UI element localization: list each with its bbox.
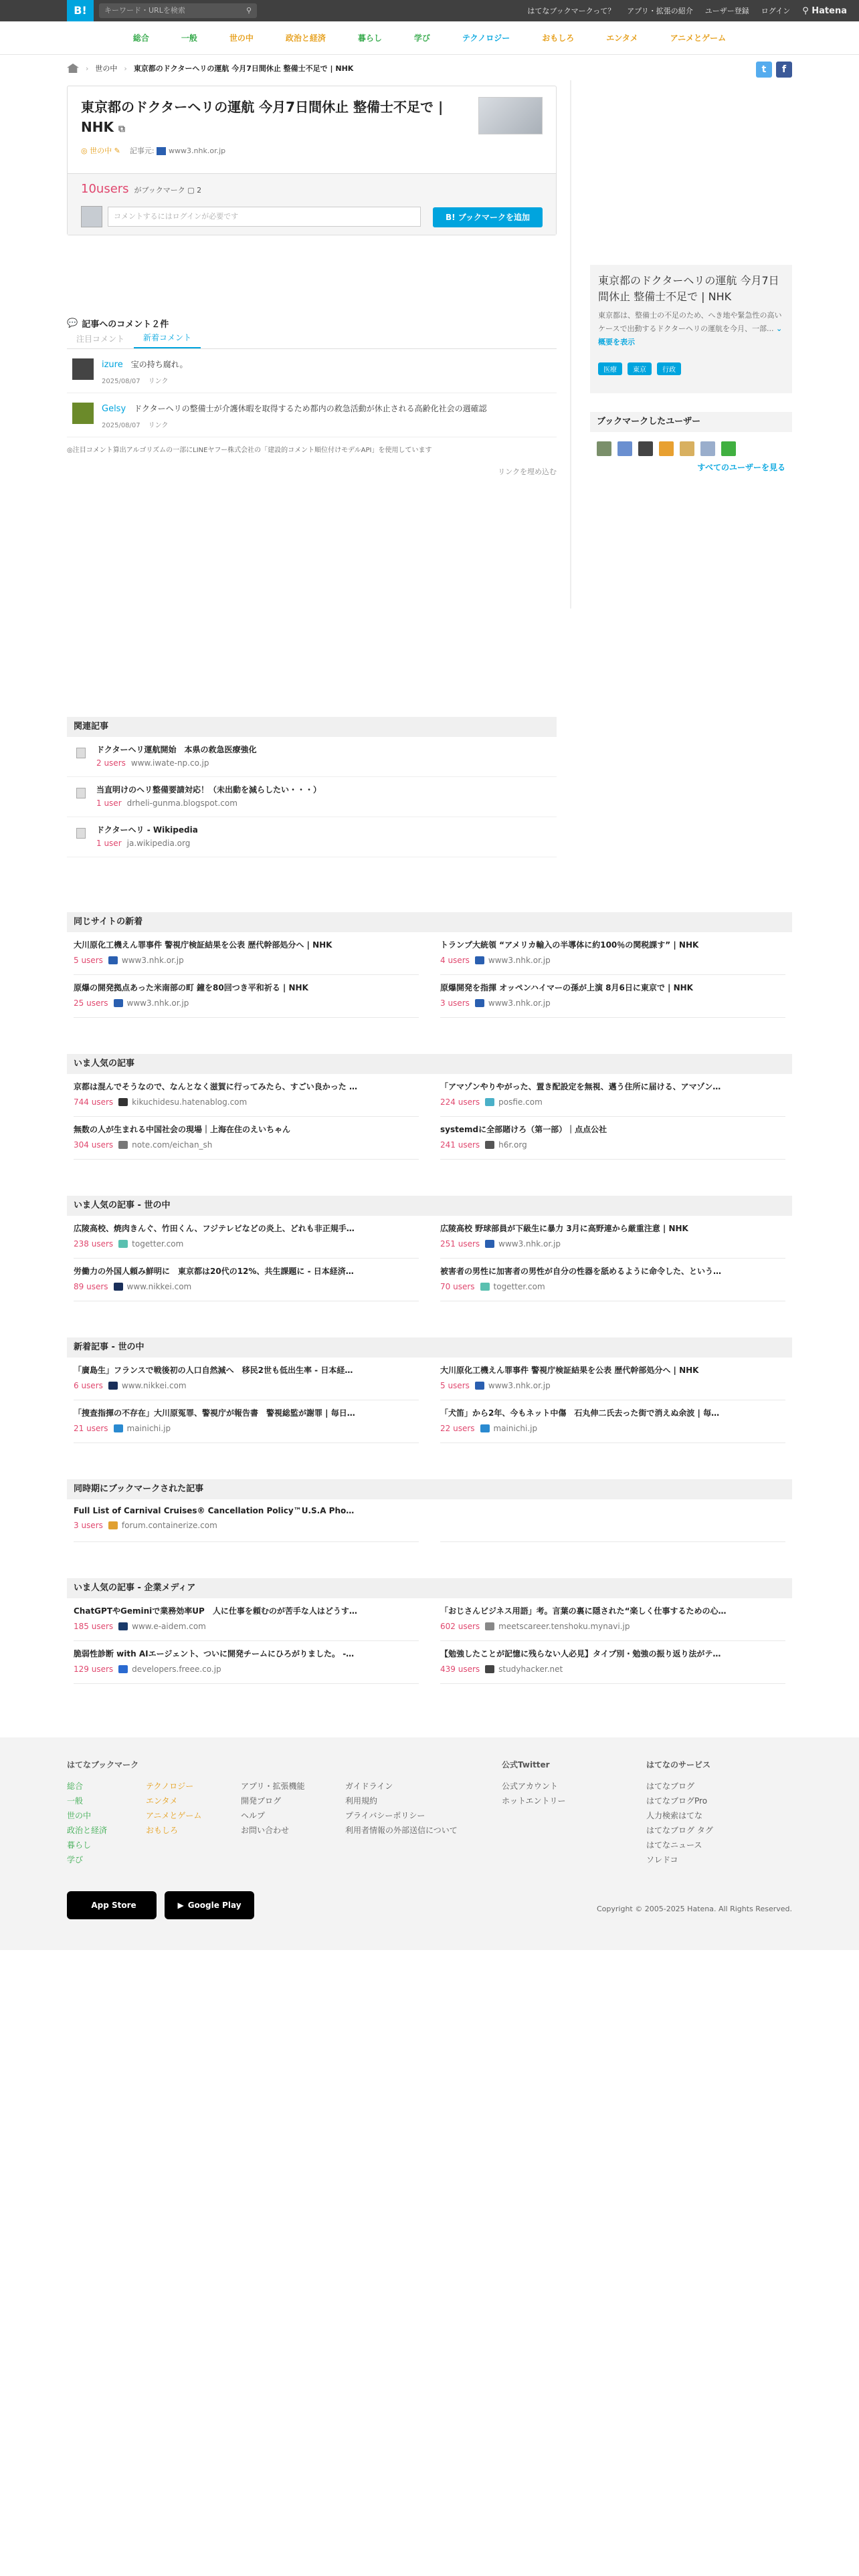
add-bookmark-button[interactable]: B! ブックマークを追加: [433, 207, 543, 227]
search-input[interactable]: [99, 3, 257, 18]
site-favicon-icon: [118, 1665, 128, 1673]
about-link[interactable]: はてなブックマークって？: [527, 7, 615, 15]
avatar[interactable]: [72, 358, 94, 380]
article-lists: [67, 912, 792, 1720]
summary-title: 東京都のドクターヘリの運航 今月7日間休止 整備士不足で | NHK: [598, 274, 779, 303]
section-title: いま人気の記事 - 企業メディア: [67, 1578, 792, 1598]
comment-input[interactable]: コメントするにはログインが必要です: [108, 207, 421, 227]
nav-tab[interactable]: おもしろ: [542, 33, 575, 43]
article-meta: [74, 1381, 419, 1390]
article-item[interactable]: [74, 1598, 419, 1641]
article-title[interactable]: 大川原化工機えん罪事件 警視庁検証結果を公表 歴代幹部処分へ | NHK: [74, 940, 332, 950]
domain[interactable]: kikuchidesu.hatenablog.com: [132, 1097, 248, 1107]
comment-date-text[interactable]: 2025/08/07: [102, 422, 140, 429]
users-count[interactable]: 2 users: [96, 758, 126, 768]
users-count[interactable]: 304 users: [74, 1140, 114, 1150]
comment-item: [67, 393, 557, 437]
footer-link[interactable]: テクノロジー: [146, 1782, 194, 1791]
entry-title[interactable]: 東京都のドクターヘリの運航 今月7日間休止 整備士不足で | NHK ⧉: [81, 99, 444, 135]
article-title[interactable]: 原爆開発を指揮 オッペンハイマーの孫が上演 8月6日に東京で | NHK: [440, 983, 693, 992]
search-icon[interactable]: ⚲: [246, 6, 252, 15]
article-title[interactable]: 原爆の開発拠点あった米南部の町 鐘を80回つき平和祈る | NHK: [74, 983, 308, 992]
global-nav: [0, 21, 859, 55]
top-links: [527, 0, 847, 21]
user-avatar[interactable]: [680, 441, 694, 456]
site-favicon-icon: [485, 1098, 494, 1106]
article-title[interactable]: 「おじさんビジネス用語」考。言葉の裏に隠された“楽しく仕事するための心…: [440, 1606, 727, 1616]
site-favicon-icon: [108, 1521, 118, 1529]
footer-link[interactable]: プライバシーポリシー: [345, 1811, 425, 1820]
comment-permalink[interactable]: リンク: [148, 422, 169, 429]
column-divider: [570, 80, 571, 609]
article-grid: [67, 1499, 792, 1542]
users-count[interactable]: 744 users: [74, 1097, 114, 1107]
article-item[interactable]: [440, 1259, 785, 1301]
site-favicon-icon: [118, 1622, 128, 1630]
users-count[interactable]: 129 users: [74, 1665, 114, 1674]
tab-popular-comments[interactable]: 注目コメント: [76, 334, 125, 344]
article-item[interactable]: [74, 1358, 419, 1400]
comments-title: 💬 記事へのコメント２件: [67, 318, 169, 330]
site-favicon-icon: [114, 999, 123, 1007]
related-item[interactable]: [67, 817, 557, 857]
domain[interactable]: www3.nhk.or.jp: [121, 956, 184, 965]
article-meta: [74, 1521, 419, 1530]
comment-user[interactable]: Gelsy: [102, 404, 126, 414]
users-count[interactable]: 3 users: [440, 998, 470, 1008]
site-favicon-icon: [118, 1141, 128, 1149]
article-meta: [440, 1665, 785, 1674]
domain[interactable]: drheli-gunma.blogspot.com: [126, 798, 237, 808]
article-grid: [67, 932, 792, 1018]
users-count[interactable]: 224 users: [440, 1097, 480, 1107]
article-title[interactable]: 脆弱性診断 with AIエージェント、ついに開発チームにひろがりました。 -…: [74, 1649, 355, 1658]
article-meta: [74, 1665, 419, 1674]
google-play-button[interactable]: ▶ Google Play: [165, 1891, 254, 1919]
tab-new-comments[interactable]: 新着コメント: [134, 328, 201, 348]
comment-permalink[interactable]: リンク: [148, 378, 169, 385]
footer-link[interactable]: はてなニュース: [646, 1840, 702, 1850]
related-item[interactable]: [67, 737, 557, 777]
article-meta: [74, 1140, 419, 1150]
comment-item: [67, 349, 557, 393]
related-title[interactable]: ドクターヘリ - Wikipedia: [96, 825, 198, 835]
article-meta: [440, 1424, 785, 1433]
nav-tab[interactable]: エンタメ: [606, 33, 638, 43]
article-item[interactable]: [440, 1074, 785, 1117]
site-favicon-icon: [485, 1622, 494, 1630]
comment-user[interactable]: izure: [102, 360, 123, 370]
article-meta: [440, 1381, 785, 1390]
site-favicon-icon: [114, 1283, 123, 1291]
users-count[interactable]: 21 users: [74, 1424, 108, 1433]
article-title[interactable]: 無数の人が生まれる中国社会の現場｜上海在住のえいちゃん: [74, 1125, 291, 1134]
article-item[interactable]: [440, 1641, 785, 1684]
domain[interactable]: ja.wikipedia.org: [126, 839, 191, 848]
related-articles: [67, 717, 557, 857]
users-count[interactable]: 10users: [81, 182, 129, 196]
show-summary-link[interactable]: ⌄ 概要を表示: [598, 324, 783, 346]
article-grid: [67, 1598, 792, 1684]
article-title[interactable]: Full List of Carnival Cruises® Cancellation Policy™U.S.A Pho…: [74, 1506, 355, 1515]
article-list-section: [67, 912, 792, 1018]
user-avatar[interactable]: [597, 441, 611, 456]
user-avatar[interactable]: [638, 441, 653, 456]
user-icon-list: [590, 432, 792, 461]
footer-link[interactable]: ホットエントリー: [502, 1796, 566, 1806]
article-title[interactable]: 広陵高校 野球部員が下級生に暴力 3月に高野連から厳重注意 | NHK: [440, 1224, 688, 1233]
related-meta: [96, 798, 321, 808]
nav-tab[interactable]: テクノロジー: [462, 33, 510, 43]
comments-section: [67, 316, 557, 477]
footer-link[interactable]: お問い合わせ: [241, 1826, 290, 1835]
site-favicon-icon: [485, 1240, 494, 1248]
domain[interactable]: www3.nhk.or.jp: [488, 1381, 551, 1390]
article-item[interactable]: [440, 1598, 785, 1641]
article-list-section: [67, 1479, 792, 1542]
footer-link[interactable]: はてなブログPro: [646, 1796, 708, 1806]
article-meta: [440, 1239, 785, 1249]
article-meta: [74, 1622, 419, 1631]
site-favicon-icon: [475, 999, 484, 1007]
domain[interactable]: www3.nhk.or.jp: [488, 998, 551, 1008]
domain[interactable]: forum.containerize.com: [121, 1521, 217, 1530]
comment-text: 宝の持ち腐れ。: [130, 360, 188, 369]
home-icon[interactable]: [67, 64, 79, 73]
tag[interactable]: 行政: [657, 362, 681, 375]
domain[interactable]: www.nikkei.com: [126, 1282, 192, 1291]
users-count[interactable]: 1 user: [96, 798, 122, 808]
tag[interactable]: 医療: [598, 362, 622, 375]
footer-link[interactable]: 開発ブログ: [241, 1796, 282, 1806]
article-meta: [440, 1282, 785, 1291]
article-item[interactable]: [74, 975, 419, 1018]
article-item[interactable]: [74, 932, 419, 975]
article-grid: [67, 1358, 792, 1443]
domain[interactable]: www3.nhk.or.jp: [126, 998, 189, 1008]
domain[interactable]: togetter.com: [493, 1282, 545, 1291]
avatar: [81, 206, 102, 227]
footer-link[interactable]: 人力検索はてな: [646, 1811, 703, 1820]
footer-link[interactable]: ヘルプ: [241, 1811, 266, 1820]
article-meta: [440, 1140, 785, 1150]
users-count[interactable]: 5 users: [74, 956, 103, 965]
users-count[interactable]: 6 users: [74, 1381, 103, 1390]
footer-link[interactable]: 公式アカウント: [502, 1782, 558, 1791]
site-favicon-icon: [475, 956, 484, 964]
source-label: 記事元: www3.nhk.or.jp: [129, 146, 226, 155]
article-meta: [440, 998, 785, 1008]
domain[interactable]: www.iwate-np.co.jp: [130, 758, 209, 768]
article-list-section: [67, 1578, 792, 1684]
footer-col-apps: [241, 1779, 305, 1838]
article-title[interactable]: 「捜査指揮の不存在」大川原冤罪、警視庁が報告書 警視総監が謝罪 | 毎日…: [74, 1408, 355, 1418]
external-link-icon[interactable]: ⧉: [118, 124, 125, 134]
nav-tab[interactable]: 暮らし: [357, 33, 382, 43]
breadcrumb-current: 東京都のドクターヘリの運航 今月7日間休止 整備士不足で | NHK: [133, 64, 354, 73]
article-item[interactable]: [440, 975, 785, 1018]
play-icon: ▶: [177, 1901, 184, 1910]
footer-link[interactable]: 世の中: [67, 1811, 92, 1820]
chevron-right-icon: ›: [86, 64, 89, 73]
article-grid: [67, 1074, 792, 1160]
related-meta: [96, 758, 257, 768]
user-avatar[interactable]: [617, 441, 632, 456]
see-all-users-link[interactable]: すべてのユーザーを見る: [697, 463, 785, 472]
article-item[interactable]: [74, 1074, 419, 1117]
nav-tab[interactable]: アニメとゲーム: [670, 33, 727, 43]
site-favicon-icon: [485, 1665, 494, 1673]
users-count[interactable]: 602 users: [440, 1622, 480, 1631]
users-count[interactable]: 241 users: [440, 1140, 480, 1150]
footer-link[interactable]: 利用規約: [345, 1796, 378, 1806]
breadcrumb: [67, 60, 792, 76]
article-item[interactable]: [440, 1400, 785, 1443]
related-item[interactable]: [67, 777, 557, 817]
copyright: Copyright © 2005-2025 Hatena. All Rights Reserved.: [596, 1905, 792, 1913]
article-item[interactable]: [74, 1259, 419, 1301]
footer-link[interactable]: 総合: [67, 1782, 84, 1791]
user-avatar[interactable]: [700, 441, 715, 456]
domain[interactable]: mainichi.jp: [126, 1424, 171, 1433]
footer-link[interactable]: ガイドライン: [345, 1782, 393, 1791]
article-item[interactable]: [74, 1400, 419, 1443]
login-link[interactable]: ログイン: [761, 7, 791, 15]
article-title[interactable]: 「犬笛」から2年、今もネット中傷 石丸伸二氏去った街で消えぬ余波 | 毎…: [440, 1408, 720, 1418]
footer-link[interactable]: おもしろ: [146, 1826, 179, 1835]
users-count[interactable]: 3 users: [74, 1521, 103, 1530]
article-meta: [74, 1239, 419, 1249]
domain[interactable]: www3.nhk.or.jp: [488, 956, 551, 965]
section-title: いま人気の記事 - 世の中: [67, 1196, 792, 1216]
site-favicon-icon: [114, 1424, 123, 1432]
article-meta: [74, 1282, 419, 1291]
search-placeholder: キーワード・URLを検索: [104, 6, 185, 15]
article-title[interactable]: 「廣島生」フランスで戦後初の人口自然減へ 移民2世も低出生率 - 日本経…: [74, 1366, 353, 1375]
side-summary: [590, 265, 792, 393]
users-count[interactable]: 251 users: [440, 1239, 480, 1249]
footer-col-twitter: 公式Twitter 公式アカウント ホットエントリー: [502, 1757, 566, 1808]
nav-tab[interactable]: 世の中: [229, 33, 254, 43]
footer-link[interactable]: 利用者情報の外部送信について: [345, 1826, 458, 1835]
article-title[interactable]: トランプ大統領 “アメリカ輸入の半導体に約100％の関税課す” | NHK: [440, 940, 699, 950]
bookmark-users: [590, 412, 792, 473]
comment-body: [102, 403, 487, 430]
domain[interactable]: togetter.com: [132, 1239, 184, 1249]
footer-link[interactable]: エンタメ: [146, 1796, 178, 1806]
section-title: 同じサイトの新着: [67, 912, 792, 932]
article-item[interactable]: [74, 1641, 419, 1684]
users-count[interactable]: 439 users: [440, 1665, 480, 1674]
article-icon: [76, 748, 86, 758]
domain[interactable]: mainichi.jp: [493, 1424, 538, 1433]
users-count[interactable]: 70 users: [440, 1282, 475, 1291]
domain[interactable]: www.nikkei.com: [121, 1381, 187, 1390]
comment-date: [102, 375, 187, 385]
comment-body: [102, 358, 187, 386]
domain[interactable]: www3.nhk.or.jp: [498, 1239, 561, 1249]
twitter-icon[interactable]: t: [756, 62, 772, 78]
tag-list: [598, 362, 784, 375]
comment-date-text[interactable]: 2025/08/07: [102, 378, 140, 385]
apps-link[interactable]: アプリ・拡張の紹介: [627, 7, 693, 15]
breadcrumb-category[interactable]: 世の中: [95, 64, 118, 73]
article-icon: [76, 788, 86, 798]
article-title[interactable]: 「アマゾンやりやがった、置き配設定を無視、邁う住所に届ける、アマゾン…: [440, 1082, 721, 1091]
footer-col-bookmark: はてなブックマーク 総合 一般 世の中 政治と経済 暮らし 学び: [67, 1757, 138, 1867]
domain[interactable]: note.com/eichan_sh: [132, 1140, 213, 1150]
footer-link[interactable]: 学び: [67, 1855, 84, 1864]
site-favicon-icon: [485, 1141, 494, 1149]
footer-col-services: はてなのサービス はてなブログ はてなブログPro 人力検索はてな はてなブログ タグ はてなニュース ソレドコ: [646, 1757, 713, 1867]
user-avatar[interactable]: [721, 441, 736, 456]
empty-cell: [440, 1499, 785, 1542]
entry-thumbnail[interactable]: [478, 97, 543, 134]
footer-link[interactable]: 政治と経済: [67, 1826, 108, 1835]
article-list-section: [67, 1196, 792, 1301]
footer-link[interactable]: アプリ・拡張機能: [241, 1782, 305, 1791]
signup-link[interactable]: ユーザー登録: [704, 7, 749, 15]
related-title: 関連記事: [67, 717, 557, 737]
footer-link[interactable]: はてなブログ タグ: [646, 1826, 713, 1835]
user-avatar[interactable]: [659, 441, 674, 456]
embed-link[interactable]: リンクを埋め込む: [498, 467, 557, 476]
hatena-logo[interactable]: ⚲ Hatena: [802, 5, 847, 16]
share-buttons: [756, 62, 792, 78]
footer: [0, 1737, 859, 1950]
article-meta: [440, 1097, 785, 1107]
bookmark-users-title: ブックマークしたユーザー: [590, 412, 792, 432]
article-item[interactable]: [440, 1358, 785, 1400]
domain[interactable]: meetscareer.tenshoku.mynavi.jp: [498, 1622, 630, 1631]
article-icon: [76, 828, 86, 839]
article-title[interactable]: 大川原化工機えん罪事件 警視庁検証結果を公表 歴代幹部処分へ | NHK: [440, 1366, 699, 1375]
footer-link[interactable]: ソレドコ: [646, 1855, 678, 1864]
nav-tab[interactable]: 学び: [413, 33, 430, 43]
article-meta: [440, 956, 785, 965]
users-count[interactable]: 25 users: [74, 998, 108, 1008]
article-title[interactable]: ChatGPTやGeminiで業務効率UP 人に仕事を頼むのが苦手な人はどうす…: [74, 1606, 357, 1616]
app-store-button[interactable]: App Store: [67, 1891, 157, 1919]
comment-text: ドクターヘリの整備士が介護休暇を取得するため都内の救急活動が休止される高齢化社会の週確認: [134, 404, 487, 413]
article-title[interactable]: 広陵高校、焼肉きんぐ、竹田くん、フジテレビなどの炎上、どれも非正規手…: [74, 1224, 355, 1233]
article-list-section: [67, 1054, 792, 1160]
article-item[interactable]: [440, 932, 785, 975]
domain[interactable]: studyhacker.net: [498, 1665, 563, 1674]
users-count[interactable]: 89 users: [74, 1282, 108, 1291]
article-item[interactable]: [74, 1216, 419, 1259]
domain[interactable]: h6r.org: [498, 1140, 527, 1150]
comment-date: [102, 419, 487, 429]
facebook-icon[interactable]: f: [776, 62, 792, 78]
site-favicon-icon: [480, 1424, 490, 1432]
article-title[interactable]: 京都は混んでそうなので、なんとなく滋賀に行ってみたら、すごい良かった …: [74, 1082, 357, 1091]
section-title: 新着記事 - 世の中: [67, 1337, 792, 1358]
article-item[interactable]: [440, 1117, 785, 1160]
article-title[interactable]: 労働力の外国人頼み鮮明に 東京都は20代の12%、共生課題に - 日本経済…: [74, 1267, 354, 1276]
article-meta: [74, 956, 419, 965]
article-grid: [67, 1216, 792, 1301]
site-favicon-icon: [118, 1240, 128, 1248]
entry-meta: [81, 145, 225, 156]
related-title[interactable]: 当直明けのヘリ整備要請対応！（未出動を減らしたい・・・）: [96, 785, 322, 794]
site-favicon-icon: [108, 1382, 118, 1390]
article-item[interactable]: [440, 1216, 785, 1259]
category-label[interactable]: ◎ 世の中 ✎: [81, 146, 120, 155]
bookmark-panel: [68, 173, 556, 235]
article-meta: [74, 998, 419, 1008]
nav-tab[interactable]: 総合: [132, 33, 149, 43]
top-bar: [0, 0, 859, 21]
footer-link[interactable]: 暮らし: [67, 1840, 92, 1850]
users-count[interactable]: 238 users: [74, 1239, 114, 1249]
article-title[interactable]: 【勉強したことが記憶に残らない人必見】タイプ別・勉強の振り返り法がテ…: [440, 1649, 721, 1658]
users-count[interactable]: 185 users: [74, 1622, 114, 1631]
summary-desc: 東京都は、整備士の不足のため、へき地や緊急性の高いケースで出動するドクターヘリの運航を今月、一部... ⌄ 概要を表示: [598, 311, 783, 346]
users-count[interactable]: 1 user: [96, 839, 122, 848]
site-favicon-icon: [480, 1283, 490, 1291]
footer-col-categories: [146, 1779, 201, 1838]
site-favicon-icon: [108, 956, 118, 964]
article-meta: [74, 1097, 419, 1107]
article-meta: [440, 1622, 785, 1631]
footer-col-policy: [345, 1779, 458, 1838]
section-title: いま人気の記事: [67, 1054, 792, 1074]
domain[interactable]: posfie.com: [498, 1097, 543, 1107]
related-meta: [96, 839, 198, 848]
chevron-right-icon: ›: [124, 64, 127, 73]
site-favicon-icon: [118, 1098, 128, 1106]
nav-tab[interactable]: 一般: [181, 33, 197, 43]
users-count[interactable]: 4 users: [440, 956, 470, 965]
article-list-section: [67, 1337, 792, 1443]
footer-link[interactable]: アニメとゲーム: [146, 1811, 202, 1820]
users-count[interactable]: 5 users: [440, 1381, 470, 1390]
footer-link[interactable]: はてなブログ: [646, 1782, 695, 1791]
tag[interactable]: 東京: [628, 362, 652, 375]
comment-algorithm-note: ◎注目コメント算出アルゴリズムの一部にLINEヤフー株式会社の「建設的コメント順位付けモデルAPI」を使用しています: [67, 447, 432, 454]
site-favicon-icon: [475, 1382, 484, 1390]
article-item[interactable]: [74, 1499, 419, 1542]
bookmark-label: がブックマーク ▢ 2: [134, 186, 202, 195]
article-title[interactable]: systemdに全部賭けろ（第一部）｜点点公社: [440, 1125, 607, 1134]
related-title[interactable]: ドクターヘリ運航開始 本県の救急医療強化: [96, 745, 257, 754]
nhk-favicon-icon: [157, 147, 166, 155]
avatar[interactable]: [72, 403, 94, 424]
footer-link[interactable]: 一般: [67, 1796, 84, 1806]
entry-card: [67, 86, 557, 235]
users-count[interactable]: 22 users: [440, 1424, 475, 1433]
domain[interactable]: www.e-aidem.com: [132, 1622, 206, 1631]
hatena-bookmark-logo[interactable]: B!: [67, 0, 94, 21]
comment-icon: 💬: [67, 318, 78, 328]
nav-tab[interactable]: 政治と経済: [285, 33, 326, 43]
comment-tabs: [67, 330, 557, 349]
domain[interactable]: developers.freee.co.jp: [132, 1665, 221, 1674]
section-title: 同時期にブックマークされた記事: [67, 1479, 792, 1499]
article-title[interactable]: 被害者の男性に加害者の男性が自分の性器を舐めるように命令した、という…: [440, 1267, 722, 1276]
article-meta: [74, 1424, 419, 1433]
article-item[interactable]: [74, 1117, 419, 1160]
